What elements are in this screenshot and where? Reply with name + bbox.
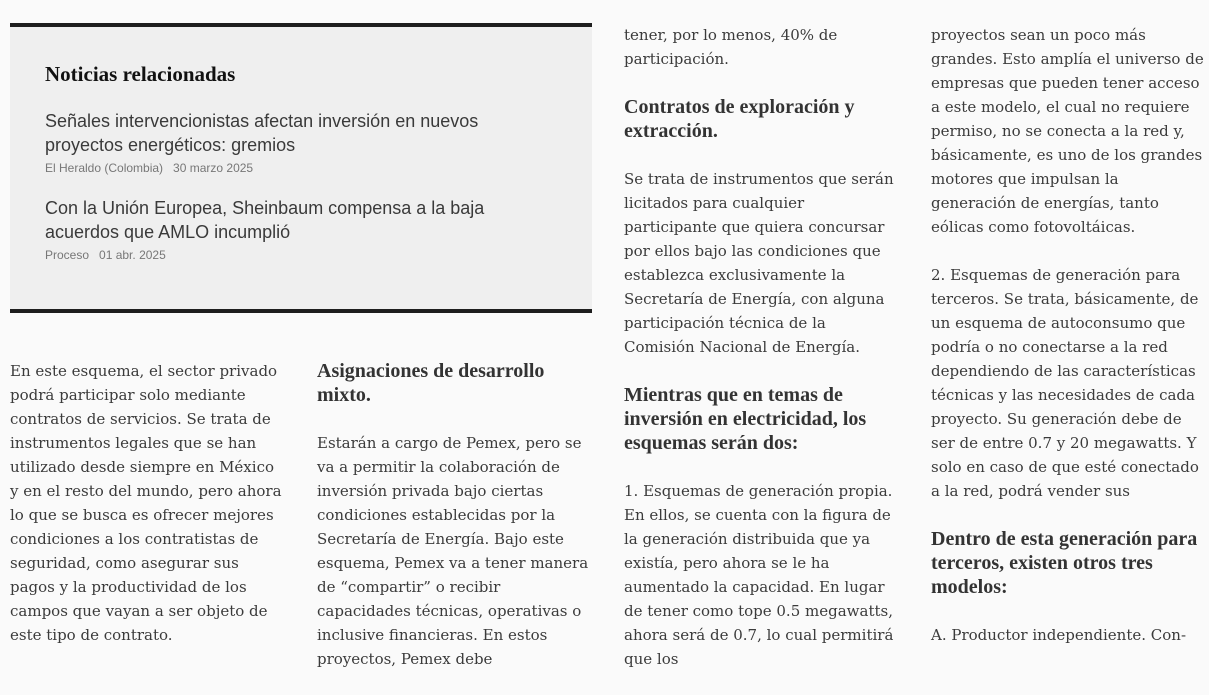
related-news-link[interactable]: Con la Unión Europea, Sheinbaum compensa a la baja acuerdos que AMLO incumplió <box>45 198 485 242</box>
related-news-meta <box>45 160 557 176</box>
section-heading: Mientras que en temas de inversión en electricidad, los esquemas serán dos: <box>624 384 867 454</box>
article-paragraph: 2. Esquemas de generación para terceros. Se trata, básicamente, de un esquema de autoconsumo que podría o no conectarse a la red dependiendo de las características técnicas y las necesidades de cada proyecto. Su generación debe de ser de entre 0.7 y 20 megawatts. Y solo en caso de que esté conectado a la red, podrá vender sus <box>931 266 1199 500</box>
news-date: 30 marzo 2025 <box>173 161 254 175</box>
article-paragraph: 1. Esquemas de generación propia. En ellos, se cuenta con la figura de la generación distribuida que ya existía, pero ahora se le ha aumentado la capacidad. En lugar de tener como tope 0.5 megawatts, ahora será de 0.7, lo cual permitirá que los <box>624 482 894 668</box>
article-paragraph: tener, por lo menos, 40% de participación. <box>624 26 838 68</box>
related-news-heading: Noticias relacionadas <box>45 62 236 86</box>
section-heading: Dentro de esta generación para terceros, existen otros tres modelos: <box>931 528 1198 598</box>
related-news-link[interactable]: Señales intervencionistas afectan inversión en nuevos proyectos energéticos: gremios <box>45 111 479 155</box>
article-paragraph: proyectos sean un poco más grandes. Esto amplía el universo de empresas que pueden tener acceso a este modelo, el cual no requiere permiso, no se conecta a la red y, básicamente, es uno de los grandes motores que impulsan la generación de energías, tanto eólicas como fotovoltáicas. <box>931 26 1204 236</box>
news-source: Proceso <box>45 248 90 262</box>
article-paragraph: En este esquema, el sector privado podrá participar solo mediante contratos de servicios. Se trata de instrumentos legales que se han utilizado desde siempre en México y en el resto del mundo, pero ahora lo que se busca es ofrecer mejores condiciones a los contratistas de seguridad, como asegurar sus pagos y la productividad de los campos que vayan a ser objeto de este tipo de contrato. <box>10 362 282 644</box>
related-news-item[interactable] <box>45 196 557 263</box>
section-heading: Asignaciones de desarrollo mixto. <box>317 360 545 406</box>
article-paragraph: Se trata de instrumentos que serán licitados para cualquier participante que quiera concursar por ellos bajo las condiciones que establezca exclusivamente la Secretaría de Energía, con alguna participación técnica de la Comisión Nacional de Energía. <box>624 170 894 356</box>
related-news-item[interactable] <box>45 109 557 176</box>
article-column-3 <box>624 23 899 695</box>
article-column-1 <box>10 359 282 671</box>
related-news-box <box>10 23 592 313</box>
section-heading: Contratos de exploración y extracción. <box>624 96 855 142</box>
article-column-4 <box>931 23 1206 671</box>
article-column-2 <box>317 359 594 695</box>
related-news-meta <box>45 247 557 263</box>
news-date: 01 abr. 2025 <box>99 248 166 262</box>
article-paragraph: Estarán a cargo de Pemex, pero se va a permitir la colaboración de inversión privada bajo ciertas condiciones establecidas por la Secretaría de Energía. Bajo este esquema, Pemex va a tener manera de “compartir” o recibir capacidades técnicas, operativas o inclusive financieras. En estos proyectos, Pemex debe <box>317 434 589 668</box>
news-source: El Heraldo (Colombia) <box>45 161 164 175</box>
article-paragraph: A. Productor independiente. Con- <box>931 626 1187 644</box>
